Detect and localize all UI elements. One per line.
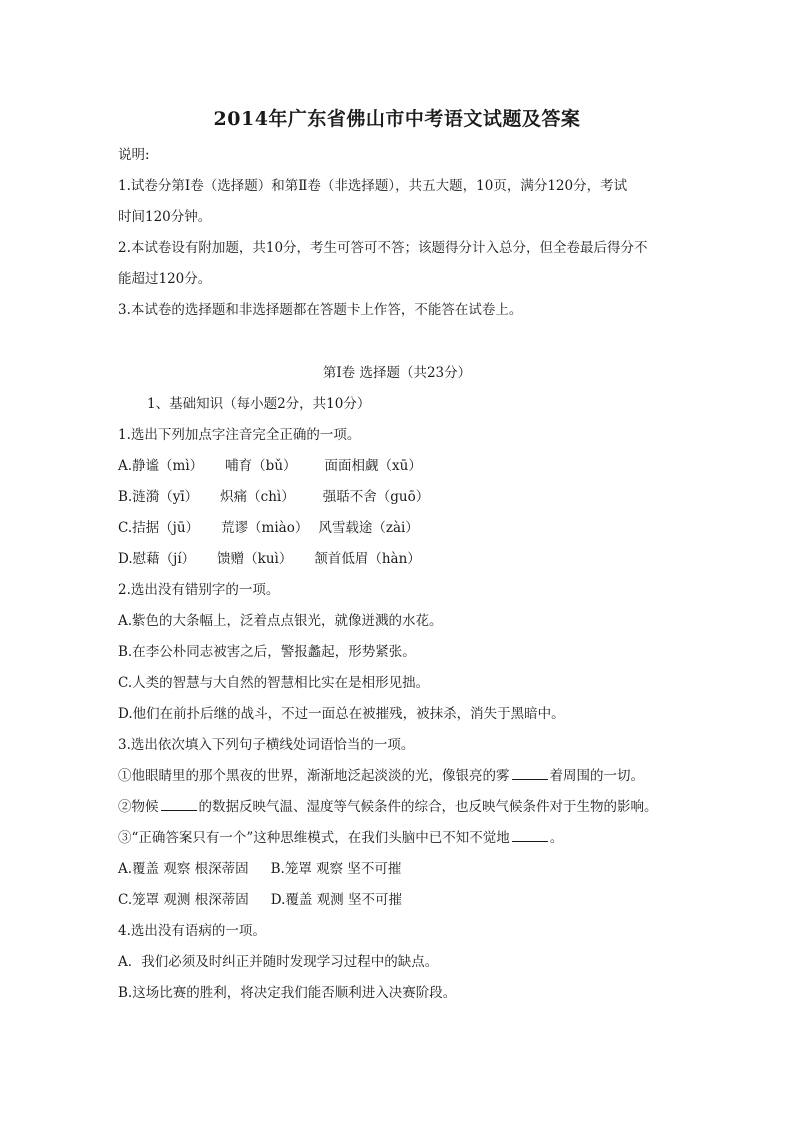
q4-stem: 4.选出没有语病的一项。 (118, 923, 266, 939)
q1-c-word-1: C.拮据（jū） (118, 520, 200, 536)
q1-stem: 1.选出下列加点字注音完全正确的一项。 (118, 427, 361, 443)
q3-s3-after: 。 (549, 830, 564, 846)
q3-s3-before: ③“正确答案只有一个”这种思维模式，在我们头脑中已不知不觉地 (118, 830, 510, 846)
q1-c-word-3: 风雪载途（zài） (318, 520, 419, 536)
q3-option-b: B.笼罩 观察 坚不可摧 (270, 861, 402, 877)
rule-3: 3.本试卷的选择题和非选择题都在答题卡上作答，不能答在试卷上。 (118, 302, 523, 318)
q3-sentence-2 (118, 798, 658, 816)
section-heading: 第Ⅰ卷 选择题（共23分） (322, 365, 472, 381)
q3-options-row-2 (118, 891, 402, 909)
rule-1-line-1: 1.试卷分第Ⅰ卷（选择题）和第Ⅱ卷（非选择题），共五大题，10页，满分120分，考试 (118, 178, 628, 194)
q1-option-a (118, 457, 422, 475)
q3-blank-3 (512, 829, 548, 842)
q2-option-b: B.在李公朴同志被害之后，警报蠡起，形势紧张。 (118, 644, 416, 660)
q2-option-a: A.紫色的大条幅上，泛着点点银光，就像迸溅的水花。 (118, 613, 443, 629)
q3-stem: 3.选出依次填入下列句子横线处词语恰当的一项。 (118, 737, 415, 753)
q1-option-c (118, 519, 419, 537)
q1-a-word-2: 哺育（bǔ） (225, 458, 297, 474)
q1-option-b (118, 488, 429, 506)
q4-option-b: B.这场比赛的胜利，将决定我们能否顺利进入决赛阶段。 (118, 985, 457, 1001)
q1-d-word-3: 颔首低眉（hàn） (314, 551, 421, 567)
q2-option-c: C.人类的智慧与大自然的智慧相比实在是相形见拙。 (118, 675, 430, 691)
q3-option-c: C.笼罩 观测 根深蒂固 (118, 892, 249, 908)
q3-s2-before: ②物候 (118, 799, 159, 815)
q1-b-word-2: 炽痛（chì） (220, 489, 295, 505)
q3-s1-after: 着周围的一切。 (549, 768, 644, 784)
q1-a-word-3: 面面相觑（xū） (324, 458, 422, 474)
rule-2-line-2: 能超过120分。 (118, 271, 212, 287)
part-heading: 1、基础知识（每小题2分，共10分） (147, 396, 371, 412)
q3-options-row-1 (118, 860, 401, 878)
q3-sentence-3 (118, 829, 563, 847)
q2-stem: 2.选出没有错别字的一项。 (118, 582, 280, 598)
q1-c-word-2: 荒谬（miào） (221, 520, 309, 536)
rule-1-line-2: 时间120分钟。 (118, 209, 212, 225)
q1-a-word-1: A.静谧（mì） (118, 458, 204, 474)
q1-d-word-2: 馈赠（kuì） (217, 551, 293, 567)
q4-option-a: A．我们必须及时纠正并随时发现学习过程中的缺点。 (118, 954, 439, 970)
q3-s1-before: ①他眼睛里的那个黑夜的世界，渐渐地泛起淡淡的光，像银亮的雾 (118, 768, 510, 784)
q3-sentence-1 (118, 767, 644, 785)
page-title: 2014年广东省佛山市中考语文试题及答案 (213, 108, 581, 130)
q3-option-d: D.覆盖 观测 坚不可摧 (270, 892, 402, 908)
q3-option-a: A.覆盖 观察 根深蒂固 (118, 861, 249, 877)
q3-s2-after: 的数据反映气温、湿度等气候条件的综合，也反映气候条件对于生物的影响。 (198, 799, 658, 815)
intro-heading: 说明: (118, 147, 150, 163)
q1-d-word-1: D.慰藉（jí） (118, 551, 196, 567)
q1-b-word-3: 强聒不舍（guō） (322, 489, 430, 505)
q3-blank-1 (512, 767, 548, 780)
q1-b-word-1: B.涟漪（yī） (118, 489, 199, 505)
q1-option-d (118, 550, 421, 568)
q3-blank-2 (161, 798, 197, 811)
q2-option-d: D.他们在前扑后继的战斗，不过一面总在被摧残，被抹杀，消失于黑暗中。 (118, 706, 565, 722)
rule-2-line-1: 2.本试卷设有附加题，共10分，考生可答可不答；该题得分计入总分，但全卷最后得分不 (118, 240, 648, 256)
